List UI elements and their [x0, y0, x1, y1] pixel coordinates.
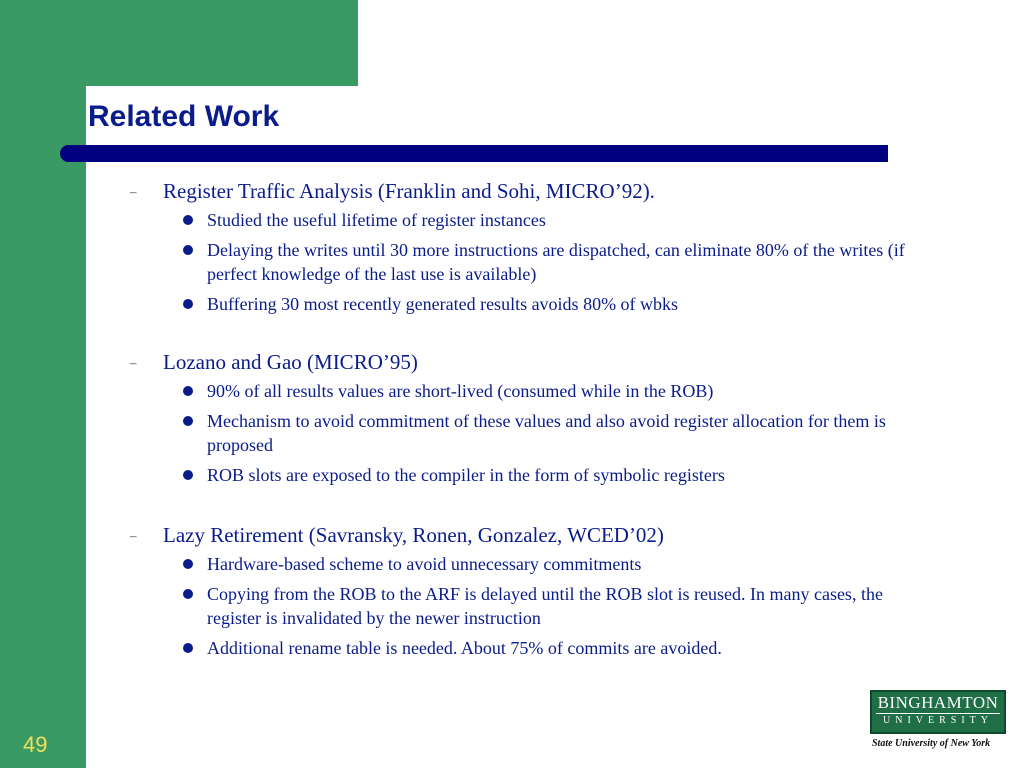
- bullet-dot-icon: [183, 215, 193, 225]
- list-item: Mechanism to avoid commitment of these values and also avoid register allocation for them is proposed: [207, 409, 930, 457]
- section-lozano-gao: [130, 349, 930, 493]
- section-marker: –: [130, 184, 137, 199]
- bullet-dot-icon: [183, 299, 193, 309]
- section-register-traffic: [130, 178, 930, 322]
- bullet-list: [130, 208, 930, 316]
- section-marker: –: [130, 528, 137, 543]
- list-item: Buffering 30 most recently generated results avoids 80% of wbks: [207, 292, 930, 316]
- section-title: Lazy Retirement (Savransky, Ronen, Gonzalez, WCED’02): [163, 523, 664, 547]
- section-lazy-retirement: [130, 522, 930, 666]
- list-item: ROB slots are exposed to the compiler in the form of symbolic registers: [207, 463, 930, 487]
- list-item: Hardware-based scheme to avoid unnecessary commitments: [207, 552, 930, 576]
- slide-title: Related Work: [88, 100, 280, 133]
- list-item: Delaying the writes until 30 more instructions are dispatched, can eliminate 80% of the writes (if perfect knowledge of the last use is available): [207, 238, 930, 286]
- bullet-dot-icon: [183, 470, 193, 480]
- logo-line-2: UNIVERSITY: [876, 713, 1000, 728]
- bullet-dot-icon: [183, 416, 193, 426]
- bullet-dot-icon: [183, 643, 193, 653]
- logo-line-1: BINGHAMTON: [877, 693, 999, 712]
- bullet-list: [130, 552, 930, 660]
- bullet-list: [130, 379, 930, 487]
- list-item: Studied the useful lifetime of register instances: [207, 208, 930, 232]
- section-marker: –: [130, 355, 137, 370]
- section-title: Register Traffic Analysis (Franklin and Sohi, MICRO’92).: [163, 179, 655, 203]
- logo-tagline: State University of New York: [872, 738, 991, 749]
- section-title: Lozano and Gao (MICRO’95): [163, 350, 418, 374]
- bullet-dot-icon: [183, 245, 193, 255]
- page-number: 49: [23, 732, 48, 757]
- bullet-dot-icon: [183, 386, 193, 396]
- bullet-dot-icon: [183, 559, 193, 569]
- list-item: Copying from the ROB to the ARF is delayed until the ROB slot is reused. In many cases, the register is invalidated by the newer instruction: [207, 582, 930, 630]
- bullet-dot-icon: [183, 589, 193, 599]
- logo-box: [870, 690, 1006, 734]
- list-item: Additional rename table is needed. About 75% of commits are avoided.: [207, 636, 930, 660]
- university-logo: [870, 690, 1006, 752]
- list-item: 90% of all results values are short-lived (consumed while in the ROB): [207, 379, 930, 403]
